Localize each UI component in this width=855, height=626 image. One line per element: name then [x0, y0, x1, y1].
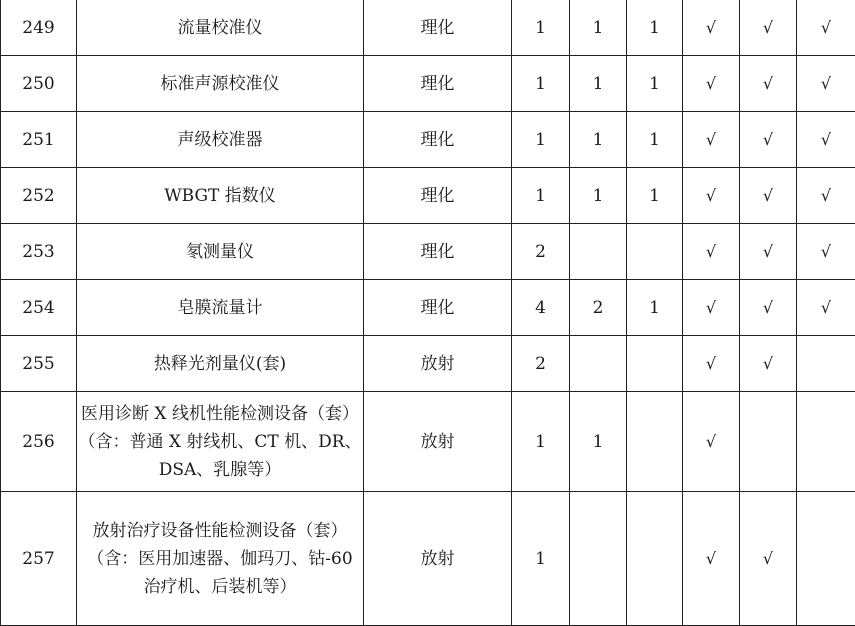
- quantity-2: 1: [570, 168, 627, 224]
- row-number: 254: [1, 280, 77, 336]
- check-mark-1: √: [683, 0, 740, 56]
- row-number: 257: [1, 492, 77, 626]
- equipment-name: 放射治疗设备性能检测设备（套）（含：医用加速器、伽玛刀、钴-60 治疗机、后装机等）: [77, 492, 364, 626]
- equipment-name: 流量校准仪: [77, 0, 364, 56]
- quantity-1: 4: [512, 280, 570, 336]
- quantity-3: 1: [627, 280, 683, 336]
- category: 理化: [364, 224, 512, 280]
- check-mark-2: √: [740, 168, 797, 224]
- check-mark-2: √: [740, 224, 797, 280]
- equipment-name: 热释光剂量仪(套): [77, 336, 364, 392]
- quantity-2: 1: [570, 392, 627, 492]
- check-mark-1: √: [683, 168, 740, 224]
- quantity-1: 2: [512, 224, 570, 280]
- quantity-2: 2: [570, 280, 627, 336]
- table-row: [1, 168, 855, 224]
- quantity-3: [627, 224, 683, 280]
- row-number: 253: [1, 224, 77, 280]
- check-mark-1: √: [683, 280, 740, 336]
- quantity-1: 1: [512, 168, 570, 224]
- table-row: [1, 392, 855, 492]
- check-mark-2: √: [740, 56, 797, 112]
- table-row: [1, 336, 855, 392]
- equipment-name: 标准声源校准仪: [77, 56, 364, 112]
- quantity-3: 1: [627, 0, 683, 56]
- check-mark-2: √: [740, 492, 797, 626]
- quantity-3: 1: [627, 112, 683, 168]
- row-number: 249: [1, 0, 77, 56]
- check-mark-3: √: [797, 56, 855, 112]
- check-mark-2: √: [740, 0, 797, 56]
- quantity-1: 1: [512, 56, 570, 112]
- quantity-2: [570, 336, 627, 392]
- check-mark-3: √: [797, 280, 855, 336]
- quantity-3: 1: [627, 168, 683, 224]
- equipment-name: WBGT 指数仪: [77, 168, 364, 224]
- check-mark-2: √: [740, 280, 797, 336]
- quantity-1: 1: [512, 112, 570, 168]
- check-mark-3: √: [797, 168, 855, 224]
- quantity-2: 1: [570, 112, 627, 168]
- table-row: [1, 280, 855, 336]
- category: 放射: [364, 492, 512, 626]
- category: 理化: [364, 56, 512, 112]
- quantity-1: 1: [512, 392, 570, 492]
- row-number: 256: [1, 392, 77, 492]
- equipment-name: 皂膜流量计: [77, 280, 364, 336]
- check-mark-3: √: [797, 0, 855, 56]
- table-row: [1, 56, 855, 112]
- quantity-3: [627, 392, 683, 492]
- category: 理化: [364, 112, 512, 168]
- check-mark-1: √: [683, 336, 740, 392]
- category: 理化: [364, 0, 512, 56]
- quantity-3: [627, 492, 683, 626]
- row-number: 252: [1, 168, 77, 224]
- check-mark-2: √: [740, 336, 797, 392]
- row-number: 255: [1, 336, 77, 392]
- quantity-1: 1: [512, 0, 570, 56]
- table-row: [1, 0, 855, 56]
- check-mark-1: √: [683, 224, 740, 280]
- check-mark-1: √: [683, 392, 740, 492]
- check-mark-2: [740, 392, 797, 492]
- table-row: [1, 112, 855, 168]
- table-row: [1, 492, 855, 626]
- category: 理化: [364, 280, 512, 336]
- equipment-name: 声级校准器: [77, 112, 364, 168]
- category: 放射: [364, 392, 512, 492]
- check-mark-1: √: [683, 492, 740, 626]
- quantity-3: [627, 336, 683, 392]
- quantity-2: 1: [570, 0, 627, 56]
- quantity-2: [570, 224, 627, 280]
- quantity-1: 1: [512, 492, 570, 626]
- check-mark-3: [797, 392, 855, 492]
- equipment-name: 医用诊断 X 线机性能检测设备（套）（含：普通 X 射线机、CT 机、DR、DSA、乳腺等）: [77, 392, 364, 492]
- quantity-2: [570, 492, 627, 626]
- check-mark-1: √: [683, 56, 740, 112]
- category: 理化: [364, 168, 512, 224]
- quantity-1: 2: [512, 336, 570, 392]
- check-mark-3: √: [797, 224, 855, 280]
- table-row: [1, 224, 855, 280]
- quantity-2: 1: [570, 56, 627, 112]
- quantity-3: 1: [627, 56, 683, 112]
- equipment-name: 氡测量仪: [77, 224, 364, 280]
- row-number: 250: [1, 56, 77, 112]
- row-number: 251: [1, 112, 77, 168]
- check-mark-2: √: [740, 112, 797, 168]
- check-mark-3: [797, 336, 855, 392]
- category: 放射: [364, 336, 512, 392]
- check-mark-1: √: [683, 112, 740, 168]
- check-mark-3: √: [797, 112, 855, 168]
- check-mark-3: [797, 492, 855, 626]
